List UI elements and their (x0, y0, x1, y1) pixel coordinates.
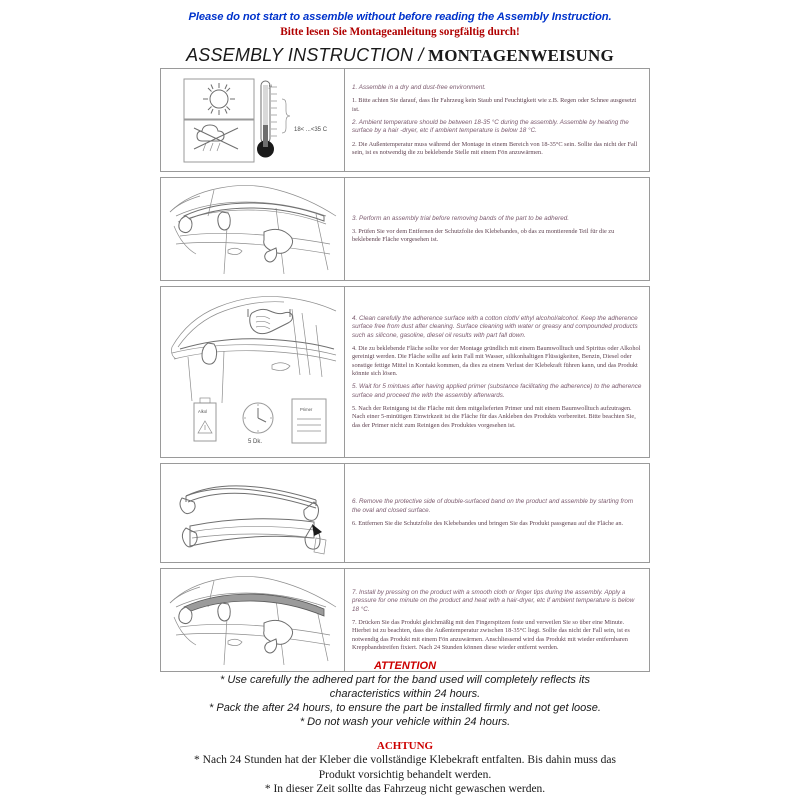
attention-line-en-3: * Pack the after 24 hours, to ensure the part be installed firmly and not get loose. (209, 702, 601, 715)
document-title-english: ASSEMBLY INSTRUCTION / (186, 45, 424, 65)
car-trial-fit-diagram (166, 182, 340, 276)
hand-icon-middle (217, 212, 229, 230)
step-3-german: 3. Prüfen Sie vor dem Entfernen der Schutzfolie des Klebebandes, ob das zu montierende Teil für die zu beklebende Fläche vorgesehen ist. (352, 227, 615, 244)
instruction-row-press-install (160, 568, 650, 672)
attention-line-de-3: * In dieser Zeit sollte das Fahrzeug nicht gewaschen werden. (264, 783, 546, 796)
step-1-english: 1. Assemble in a dry and dust-free environment. (352, 83, 486, 91)
step-5-german: 5. Nach der Reinigung ist die Fläche mit dem mitgelieferten Primer und mit einem Baumwolltuch aufzutragen. Nach einer 5-minütigen Einwirkzeit ist die Fläche für das Ankleben des Produkts vorbereitet. Bitte beachten Sie, das der Primer nicht zum Reinigen des Produktes vorgesehen ist. (352, 405, 636, 429)
attention-line-de-1: * Nach 24 Stunden hat der Kleber die vollständige Klebekraft entfalten. Bis dahin muss das (194, 754, 616, 766)
instruction-row-clean-primer (160, 286, 650, 458)
warning-line-german: Bitte lesen Sie Montageanleitung sorgfältig durch! (280, 26, 520, 38)
thermometer-scale-text: °C (267, 84, 273, 89)
door-handle-icon (228, 248, 242, 254)
peel-tape-diagram (166, 468, 340, 558)
instruction-text-remove-tape (345, 464, 649, 562)
car-body-outline (170, 576, 336, 665)
instruction-text-press-install (345, 569, 649, 671)
step-4-german: 4. Die zu beklebende Fläche sollte vor der Montage gründlich mit einem Baumwolltuch und Spiritus oder Alkohol gereinigt werden. Die Fläche sollte auf kein Fall mit Wasser, silikonhaltigen Flüssigkeiten, Benzin, Diesel oder sonstige fettige Mittel in Kontakt kommen, da dies zu einem Verlust der Klebekraft führen kann, und das Produkt könnte sich lösen. (352, 345, 641, 378)
warning-line-english: Please do not start to assemble without before reading the Assembly Instruction. (188, 11, 612, 23)
attention-line-de-2: Produkt vorsichtig behandelt werden. (318, 768, 492, 781)
thermometer-icon (257, 81, 290, 157)
illustration-press-install (161, 569, 345, 671)
attention-title-german: ACHTUNG (376, 740, 434, 752)
illustration-remove-tape (161, 464, 345, 562)
side-mirror-icon (263, 620, 292, 653)
deflector-part-bottom (182, 519, 326, 554)
instruction-row-remove-tape (160, 463, 650, 563)
attention-line-en-4: * Do not wash your vehicle within 24 hours. (299, 716, 511, 729)
attention-title-english: ATTENTION (373, 660, 437, 672)
attention-block-english (150, 660, 660, 729)
step-1-german: 1. Bitte achten Sie darauf, dass Ihr Fahrzeug kein Staub und Feuchtigkeit wie z.B. Regen oder Schnee ausgesetzt ist. (352, 97, 637, 113)
car-installed-diagram (166, 573, 340, 667)
clock-icon (243, 403, 273, 433)
primer-label: Primer (299, 407, 312, 412)
primer-document-icon (292, 399, 326, 443)
hand-icon-middle (217, 603, 229, 621)
temperature-diagram (166, 73, 340, 167)
illustration-temperature (161, 69, 345, 171)
step-7-english: 7. Install by pressing on the product with a smooth cloth or finger tips during the assembly. Apply a pressure for one minute on the product and heat with a hair-dryer, etc if ambient temperature is below 18 °C. (352, 588, 635, 613)
clock-label: 5 Dk. (247, 439, 262, 445)
instruction-row-temperature (160, 68, 650, 172)
attention-line-en-1: * Use carefully the adhered part for the band used will completely reflects its (220, 674, 590, 686)
door-handle-icon (228, 639, 242, 645)
cleaning-diagram (166, 291, 340, 453)
attention-block-german (150, 740, 660, 797)
document-title (0, 45, 800, 66)
step-5-english: 5. Wait for 5 mintues after having applied primer (substance facilitating the adherence) to the adherence surface and proceed the with the assembly afterwards. (352, 383, 642, 399)
deflector-part-top (180, 486, 319, 520)
attention-line-en-2: characteristics within 24 hours. (329, 688, 481, 701)
illustration-trial-fit (161, 178, 345, 280)
step-4-english: 4. Clean carefully the adherence surface with a cotton cloth/ ethyl alcohol/alcohol. Keep the adherence surface free from dust after cleaning. Surface cleaning with water or greasy and compounded products such as silicone, gasoline, diesel oil results with part fall down. (352, 315, 638, 339)
step-6-german: 6. Entfernen Sie die Schutzfolie des Klebebandes und bringen Sie das Produkt passgenau auf die Fläche an. (352, 520, 624, 528)
window-deflector-part (184, 203, 324, 221)
step-2-english: 2. Ambient temperature should be between 18-35 °C during the assembly. Assemble by heating the surface by a hair -dryer, etc if ambient temperature is below 18 °C. (352, 118, 629, 135)
document-title-german: MONTAGENWEISUNG (427, 46, 614, 65)
temperature-range-label: 18< ...<35 C (293, 127, 327, 133)
step-2-german: 2. Die Außentemperatur muss während der Montage in einem Bereich von 18-35°C sein. Sollte das nicht der Fall sein, ist es notwendig die zu beklebende Stelle mit einem Fön anzuwärmen. (352, 140, 638, 156)
step-7-german: 7. Drücken Sie das Produkt gleichmäßig mit den Fingerspitzen feste und verweilen Sie so über eine Minute. Hierbei ist zu beachten, dass die Außentemperatur zwischen 18-35°C liegt. Sollte das nicht der Fall sein, ist es notwendig das Produkt mit einem Fön anzuwärmen. Anschliessend wird das Produkt mit wieder entfernbaren Kreppbandstreifen fixiert. Nach 24 Stunden können diese wieder entfernt werden. (352, 618, 630, 651)
instruction-row-trial-fit (160, 177, 650, 281)
instruction-text-clean-primer (345, 287, 649, 457)
alcohol-bottle-icon (194, 398, 216, 441)
illustration-clean-primer (161, 287, 345, 457)
bottle-label: Alkol (197, 409, 207, 414)
instruction-text-trial-fit (345, 178, 649, 280)
door-handle-icon (272, 363, 290, 371)
instruction-text-temperature (345, 69, 649, 171)
side-mirror-icon (263, 229, 292, 262)
step-3-english: 3. Perform an assembly trial before removing bands of the part to be adhered. (352, 214, 570, 222)
car-body-outline (170, 185, 336, 274)
instruction-table (160, 68, 650, 677)
hand-cloth-icon (249, 309, 292, 333)
document-header (0, 0, 800, 66)
hand-icon-lower (202, 343, 217, 364)
step-6-english: 6. Remove the protective side of double-surfaced band on the product and assemble by starting from the oval and closed surface. (352, 498, 634, 514)
